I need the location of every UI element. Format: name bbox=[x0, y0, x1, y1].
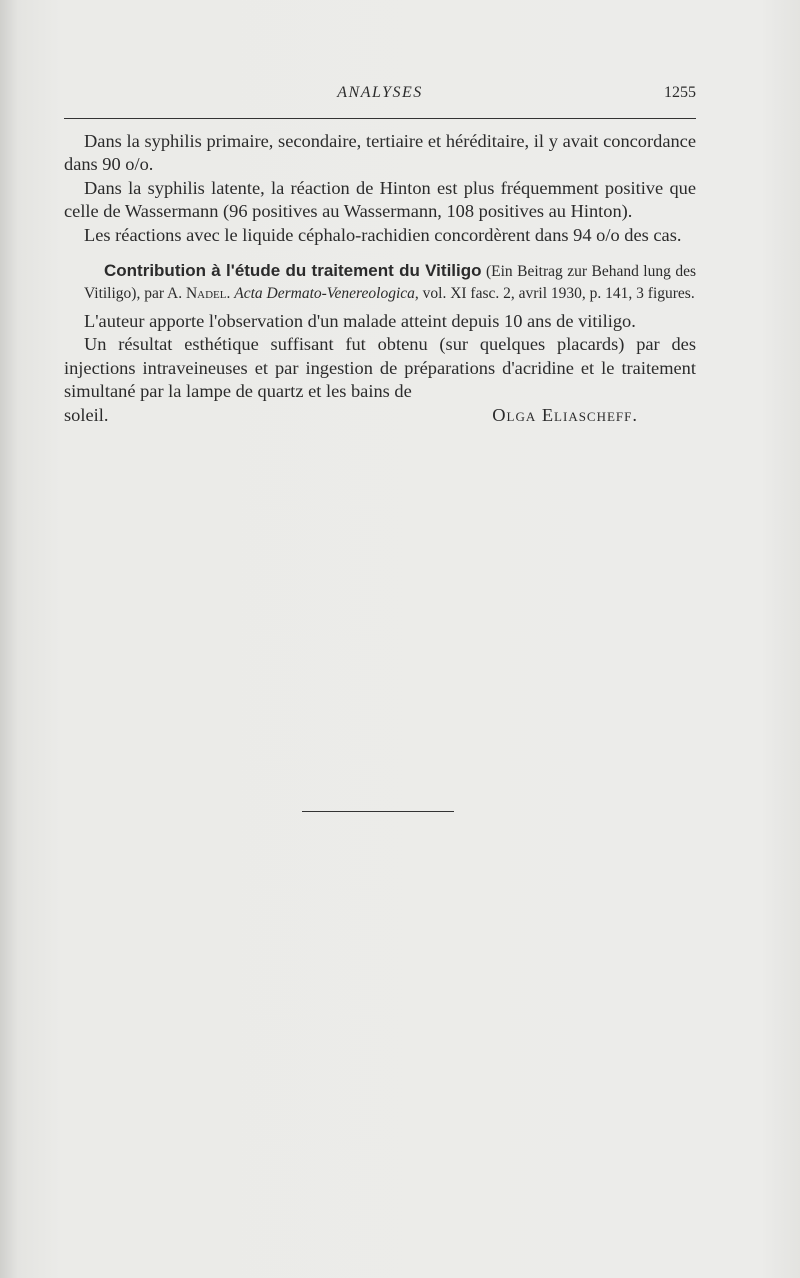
paragraph-latent-syphilis: Dans la syphilis latente, la réaction de Hinton est plus fréquemment positive que celle de Wassermann (96 positives au Wassermann, 108 positives au Hinton). bbox=[64, 177, 696, 222]
signature-line bbox=[64, 404, 696, 427]
page-number: 1255 bbox=[664, 84, 696, 101]
entry-reference-part1: (Ein Beitrag zur Behand lung des Vitiligo), par A. bbox=[84, 263, 696, 303]
entry-author: Nadel bbox=[185, 285, 227, 303]
entry-body-observation: L'auteur apporte l'observation d'un malade atteint depuis 10 ans de vitiligo. bbox=[84, 311, 636, 332]
entry-reference-part3: , vol. XI fasc. 2, avril 1930, p. 141, 3 figures. bbox=[414, 285, 695, 303]
header-rule bbox=[64, 118, 696, 119]
entry-journal: Acta Dermato-Venereologica bbox=[234, 285, 415, 303]
running-head: ANALYSES bbox=[337, 84, 423, 101]
entry-heading bbox=[64, 260, 696, 305]
end-rule bbox=[302, 811, 454, 812]
entry-reference-part2: . bbox=[226, 285, 231, 303]
abstract-entry bbox=[64, 260, 696, 427]
entry-body-result: Un résultat esthétique suffisant fut obtenu (sur quelques placards) par des injections intraveineuses et par ingestion de préparations d'acridine et le traitement simultané par la lampe de quartz et les bains de bbox=[64, 334, 696, 402]
entry-title: Contribution à l'étude du traitement du Vitiligo bbox=[104, 261, 482, 281]
signature: Olga Eliascheff. bbox=[492, 404, 638, 425]
paragraph-primary-syphilis: Dans la syphilis primaire, secondaire, tertiaire et héréditaire, il y avait concordance dans 90 o/o. bbox=[64, 131, 696, 175]
paragraph-csf-reactions: Les réactions avec le liquide céphalo-rachidien concordèrent dans 94 o/o des cas. bbox=[84, 224, 682, 245]
entry-body-result-end: soleil. bbox=[64, 404, 109, 425]
text-block bbox=[64, 130, 696, 427]
page-header bbox=[64, 84, 696, 108]
